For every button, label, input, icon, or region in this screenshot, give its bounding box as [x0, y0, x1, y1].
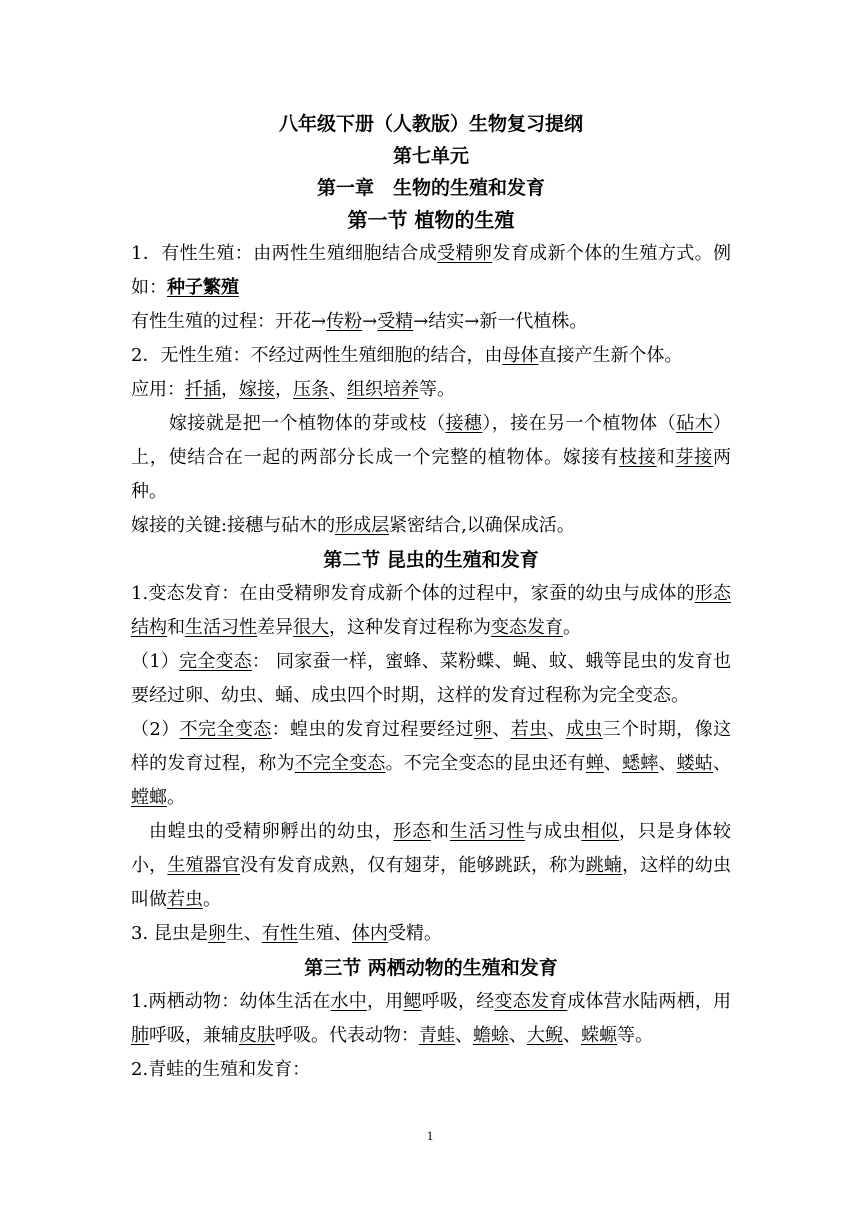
paragraph: 2.青蛙的生殖和发育： — [131, 1059, 311, 1080]
chapter-heading: 第一章 生物的生殖和发育 — [316, 177, 545, 199]
paragraph: 嫁接就是把一个植物体的芽或枝（接穗），接在另一个植物体（砧木）上，使结合在一起的两部分长成一个完整的植物体。嫁接有枝接和芽接两种。 — [131, 413, 732, 502]
paragraph: 3. 昆虫是卵生、有性生殖、体内受精。 — [131, 923, 442, 944]
section-1-heading: 第一节 植物的生殖 — [347, 208, 515, 232]
paragraph: （1）完全变态： 同家蚕一样，蜜蜂、菜粉蝶、蝇、蚊、蛾等昆虫的发育也要经过卵、幼虫、蛹、成虫四个时期，这样的发育过程称为完全变态。 — [131, 651, 731, 706]
paragraph: 嫁接的关键:接穗与砧木的形成层紧密结合,以确保成活。 — [131, 515, 575, 536]
section-2-heading: 第二节 昆虫的生殖和发育 — [323, 549, 539, 571]
document-title: 八年级下册（人教版）生物复习提纲 — [278, 113, 583, 135]
page-number: 1 — [426, 1128, 434, 1143]
paragraph: 由蝗虫的受精卵孵出的幼虫，形态和生活习性与成虫相似，只是身体较小，生殖器官没有发育成熟，仅有翅芽，能够跳跃，称为跳蝻，这样的幼虫叫做若虫。 — [131, 821, 732, 910]
paragraph: 2．无性生殖：不经过两性生殖细胞的结合，由母体直接产生新个体。 — [131, 345, 683, 366]
unit-heading: 第七单元 — [392, 145, 469, 167]
paragraph: 1.两栖动物：幼体生活在水中，用鳃呼吸，经变态发育成体营水陆两栖，用肺呼吸，兼辅皮肤呼吸。代表动物：青蛙、蟾蜍、大鲵、蝾螈等。 — [131, 991, 732, 1046]
document-page — [131, 108, 731, 1087]
paragraph: 1.变态发育：在由受精卵发育成新个体的过程中，家蚕的幼虫与成体的形态结构和生活习性差异很大，这种发育过程称为变态发育。 — [131, 583, 732, 638]
section-3-heading: 第三节 两栖动物的生殖和发育 — [304, 957, 558, 979]
paragraph: 应用：扦插，嫁接，压条、组织培养等。 — [131, 379, 455, 400]
paragraph: （2）不完全变态：蝗虫的发育过程要经过卵、若虫、成虫三个时期，像这样的发育过程，称为不完全变态。不完全变态的昆虫还有蝉、蟋蟀、蝼蛄、螳螂。 — [131, 719, 732, 808]
paragraph: 1．有性生殖：由两性生殖细胞结合成受精卵发育成新个体的生殖方式。例如：种子繁殖 — [131, 243, 732, 298]
paragraph: 有性生殖的过程：开花→传粉→受精→结实→新一代植株。 — [131, 311, 588, 332]
